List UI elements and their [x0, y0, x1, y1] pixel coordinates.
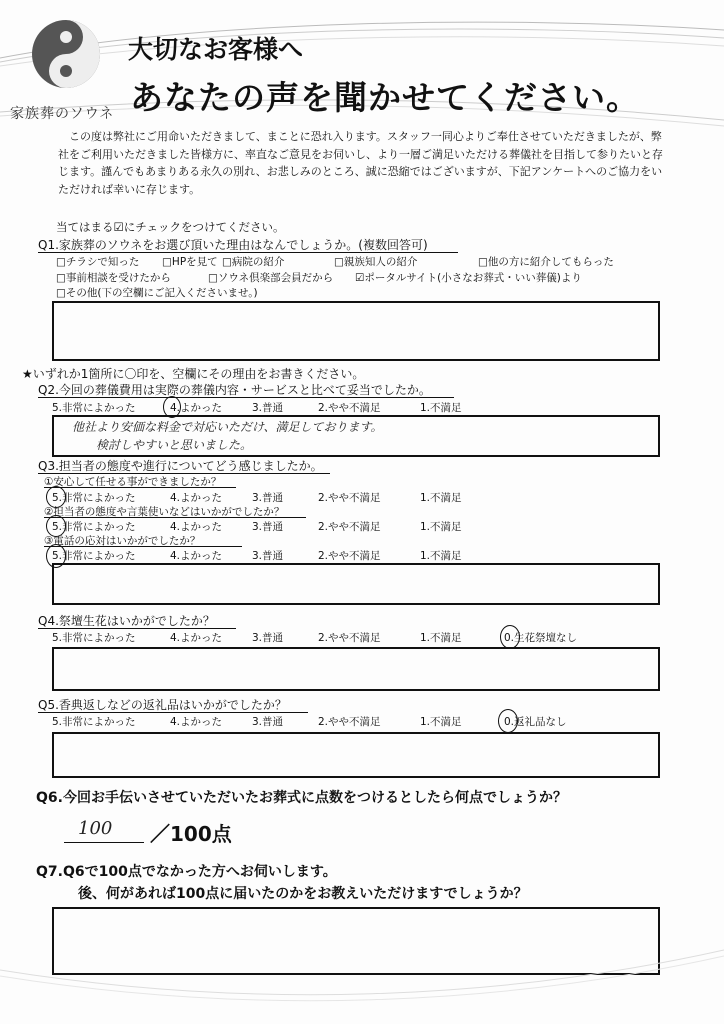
- q1-option-club-member[interactable]: □ソウネ倶楽部会員だから: [208, 272, 334, 284]
- q3-sub3-option-3[interactable]: 3.普通: [252, 550, 284, 562]
- q7-label: Q7.Q6で100点でなかった方へお伺いします。: [36, 864, 337, 880]
- q2-option-5[interactable]: 5.非常によかった: [52, 402, 136, 414]
- sowne-logo-icon: [30, 18, 102, 90]
- q6-handwritten-score: 100: [78, 818, 113, 839]
- q3-sub2-scale: [52, 519, 472, 533]
- q4-scale: [52, 630, 612, 644]
- q3-sub2-option-1[interactable]: 1.不満足: [420, 521, 462, 533]
- q2-option-4[interactable]: 4.よかった: [170, 402, 223, 414]
- q5-comment-box[interactable]: [52, 732, 660, 778]
- q3-sub2-label: ②担当者の態度や言葉使いなどはいかがでしたか？: [44, 506, 285, 518]
- q3-sub1-scale: [52, 490, 472, 504]
- q6-score-underline: [64, 842, 144, 843]
- q3-sub2-option-2[interactable]: 2.やや不満足: [318, 521, 381, 533]
- q1-option-relatives[interactable]: □親族知人の紹介: [334, 256, 418, 268]
- q4-selected-circle: [500, 625, 520, 649]
- q1-option-referral[interactable]: □他の方に紹介してもらった: [478, 256, 614, 268]
- q4-option-2[interactable]: 2.やや不満足: [318, 632, 381, 644]
- q5-underline: [38, 712, 308, 713]
- q3-sub1-option-4[interactable]: 4.よかった: [170, 492, 223, 504]
- page-title: あなたの声を聞かせてください。: [130, 78, 640, 117]
- q3-sub3-option-1[interactable]: 1.不満足: [420, 550, 462, 562]
- q5-option-3[interactable]: 3.普通: [252, 716, 284, 728]
- q5-label: Q5.香典返しなどの返礼品はいかがでしたか？: [38, 698, 287, 712]
- q2-scale: [52, 400, 472, 414]
- q1-option-consultation[interactable]: □事前相談を受けたから: [56, 272, 171, 284]
- q6-score-max: ／100点: [150, 822, 232, 846]
- q3-sub1-underline: [44, 487, 236, 488]
- q3-sub2-option-4[interactable]: 4.よかった: [170, 521, 223, 533]
- q3-sub1-option-2[interactable]: 2.やや不満足: [318, 492, 381, 504]
- q6-label: Q6.今回お手伝いさせていただいたお葬式に点数をつけるとしたら何点でしょうか？: [36, 790, 567, 806]
- intro-text: この度は弊社にご用命いただきまして、まことに恐れ入ります。スタッフ一同心よりご奉仕させていただきましたが、弊社をご利用いただきました皆様方に、率直なご意見をお伺いし、より一層ご満足いただける葬儀社を目指して参りたいと存じます。謹んでもあまりある永久の別れ、お悲しみのところ、誠に恐縮ではございますが、下記アンケートへのご協力をいただければ幸いに存じます。: [58, 130, 663, 196]
- q3-sub3-underline: [44, 546, 242, 547]
- q5-option-4[interactable]: 4.よかった: [170, 716, 223, 728]
- q3-sub2-underline: [44, 517, 306, 518]
- q2-option-3[interactable]: 3.普通: [252, 402, 284, 414]
- title-line-1: 大切なお客様へ: [128, 35, 304, 64]
- q4-option-1[interactable]: 1.不満足: [420, 632, 462, 644]
- q1-option-flyer[interactable]: □チラシで知った: [56, 256, 140, 268]
- q1-option-other[interactable]: □その他(下の空欄にご記入くださいませ。): [56, 287, 258, 299]
- q4-option-3[interactable]: 3.普通: [252, 632, 284, 644]
- q5-selected-circle: [498, 709, 518, 733]
- q3-sub1-option-1[interactable]: 1.不満足: [420, 492, 462, 504]
- q4-option-5[interactable]: 5.非常によかった: [52, 632, 136, 644]
- q3-sub3-option-5[interactable]: 5.非常によかった: [52, 550, 136, 562]
- q5-option-1[interactable]: 1.不満足: [420, 716, 462, 728]
- q3-sub3-option-2[interactable]: 2.やや不満足: [318, 550, 381, 562]
- q4-underline: [38, 628, 236, 629]
- q7-label-line-2: 後、何があれば100点に届いたのかをお教えいただけますでしょうか？: [78, 886, 528, 902]
- q2-underline: [38, 397, 454, 398]
- q1-option-portal-site[interactable]: ☑ポータルサイト(小さなお葬式・いい葬儀)より: [355, 272, 582, 284]
- q1-underline: [38, 252, 458, 253]
- star-note: ★いずれか1箇所に〇印を、空欄にその理由をお書きください。: [22, 367, 365, 381]
- q3-sub3-scale: [52, 548, 472, 562]
- q5-option-5[interactable]: 5.非常によかった: [52, 716, 136, 728]
- q3-sub2-option-5[interactable]: 5.非常によかった: [52, 521, 136, 533]
- instruction-text: 当てはまる☑にチェックをつけてください。: [56, 220, 285, 234]
- brand-name: 家族葬のソウネ: [10, 106, 115, 122]
- q3-sub1-option-3[interactable]: 3.普通: [252, 492, 284, 504]
- q4-label: Q4.祭壇生花はいかがでしたか？: [38, 614, 215, 628]
- q1-label: Q1.家族葬のソウネをお選び頂いた理由はなんでしょうか。(複数回答可): [38, 238, 428, 252]
- footer-swoosh-decoration: [0, 930, 724, 1024]
- q2-option-1[interactable]: 1.不満足: [420, 402, 462, 414]
- q3-sub2-option-3[interactable]: 3.普通: [252, 521, 284, 533]
- q5-scale: [52, 714, 612, 728]
- q5-option-0[interactable]: 0.返礼品なし: [504, 716, 567, 728]
- q4-option-4[interactable]: 4.よかった: [170, 632, 223, 644]
- q1-option-hp[interactable]: □HPを見て: [162, 256, 218, 268]
- q4-option-0[interactable]: 0.生花祭壇なし: [504, 632, 578, 644]
- q3-sub3-label: ③電話の応対はいかがでしたか？: [44, 535, 201, 547]
- q3-sub3-option-4[interactable]: 4.よかった: [170, 550, 223, 562]
- q3-sub1-label: ①安心して任せる事ができましたか？: [44, 476, 222, 488]
- q3-label: Q3.担当者の態度や進行についてどう感じましたか。: [38, 459, 323, 473]
- q2-option-2[interactable]: 2.やや不満足: [318, 402, 381, 414]
- q5-option-2[interactable]: 2.やや不満足: [318, 716, 381, 728]
- q4-comment-box[interactable]: [52, 647, 660, 691]
- q3-comment-box[interactable]: [52, 563, 660, 605]
- q1-option-hospital[interactable]: □病院の紹介: [222, 256, 285, 268]
- q2-handwritten-line-1: 他社より安価な料金で対応いただけ、満足しております。: [72, 420, 383, 434]
- q2-label: Q2.今回の葬儀費用は実際の葬儀内容・サービスと比べて妥当でしたか。: [38, 383, 431, 397]
- q2-handwritten-line-2: 検討しやすいと思いました。: [96, 438, 253, 452]
- q1-comment-box[interactable]: [52, 301, 660, 361]
- q3-sub1-option-5[interactable]: 5.非常によかった: [52, 492, 136, 504]
